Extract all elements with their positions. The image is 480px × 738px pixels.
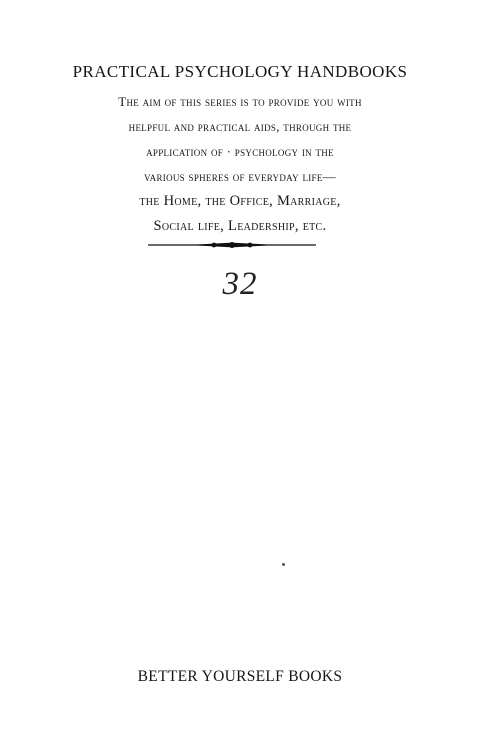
volume-number: 32 (222, 266, 258, 302)
aim-line: various spheres of everyday life— (144, 169, 336, 184)
print-speck (282, 563, 285, 566)
aim-line: the Home, the Office, Marriage, (139, 193, 341, 209)
series-aim-statement (0, 89, 480, 239)
aim-line: helpful and practical aids, through the (128, 119, 352, 134)
aim-line: The aim of this series is to provide you with (118, 94, 362, 109)
aim-line: application of · psychology in the (146, 144, 334, 159)
publisher-name: BETTER YOURSELF BOOKS (137, 668, 343, 685)
aim-line: Social life, Leadership, etc. (153, 218, 327, 234)
series-title: PRACTICAL PSYCHOLOGY HANDBOOKS (72, 62, 408, 81)
ornamental-rule (148, 240, 316, 250)
